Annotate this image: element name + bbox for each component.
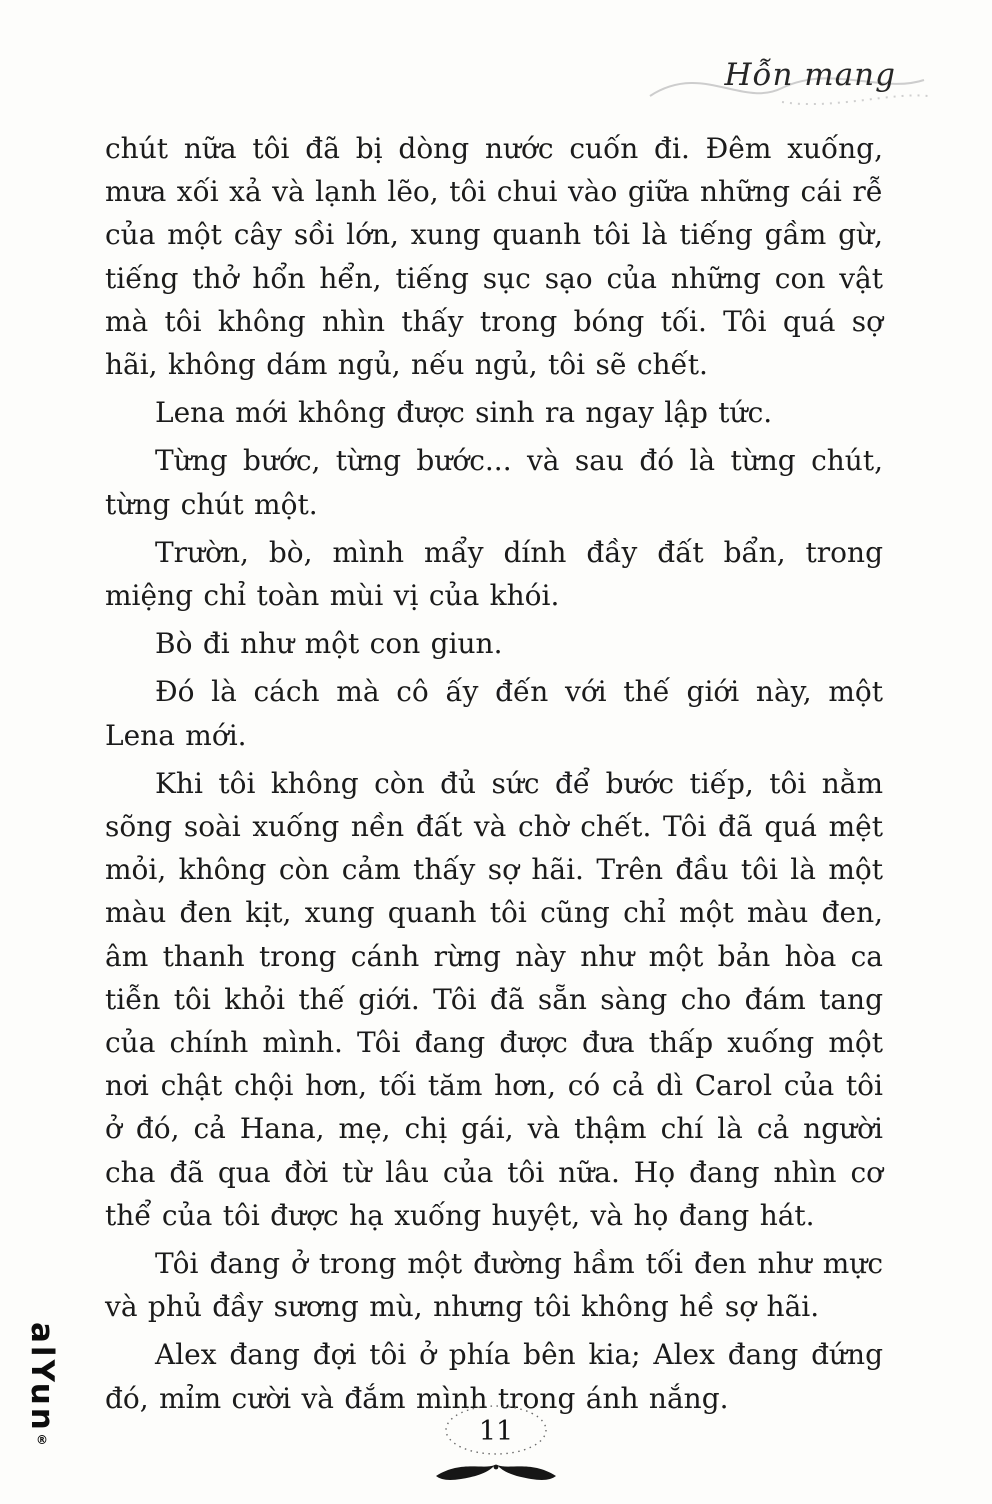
paragraph: chút nữa tôi đã bị dòng nước cuốn đi. Đêm xuống, mưa xối xả và lạnh lẽo, tôi chui vào giữa những cái rễ của một cây sồi lớn, xung quanh tôi là tiếng gầm gừ, tiếng thở hổn hển, tiếng sục sạo của những con vật mà tôi không nhìn thấy trong bóng tối. Tôi quá sợ hãi, không dám ngủ, nếu ngủ, tôi sẽ chết. xyxy=(105,132,883,382)
paragraph: Lena mới không được sinh ra ngay lập tức. xyxy=(155,396,773,430)
paragraph: Alex đang đợi tôi ở phía bên kia; Alex đang đứng đó, mỉm cười và đắm mình trong ánh nắng. xyxy=(105,1338,883,1415)
registered-mark-icon: ® xyxy=(35,1432,49,1447)
paragraph: Bò đi như một con giun. xyxy=(155,627,503,661)
paragraph: Từng bước, từng bước... và sau đó là từng chút, từng chút một. xyxy=(105,444,883,521)
page-number-ornament xyxy=(411,1400,581,1500)
paragraph: Tôi đang ở trong một đường hầm tối đen như mực và phủ đầy sương mù, nhưng tôi không hề sợ hãi. xyxy=(105,1247,883,1324)
running-header: Hỗn mang xyxy=(724,57,896,93)
paragraph: Đó là cách mà cô ấy đến với thế giới này, một Lena mới. xyxy=(105,675,883,752)
publisher-logo xyxy=(24,1322,60,1447)
page-number-block xyxy=(411,1400,581,1500)
paragraph: Khi tôi không còn đủ sức để bước tiếp, tôi nằm sõng soài xuống nền đất và chờ chết. Tôi đã quá mệt mỏi, không còn cảm thấy sợ hãi. Trên đầu tôi là một màu đen kịt, xung quanh tôi cũng chỉ một màu đen, âm thanh trong cánh rừng này như một bản hòa ca tiễn tôi khỏi thế giới. Tôi đã sẵn sàng cho đám tang của chính mình. Tôi đang được đưa thấp xuống một nơi chật chội hơn, tối tăm hơn, có cả dì Carol của tôi ở đó, cả Hana, mẹ, chị gái, và thậm chí là cả người cha đã qua đời từ lâu của tôi nữa. Họ đang nhìn cơ thể của tôi được hạ xuống huyệt, và họ đang hát. xyxy=(105,766,883,1232)
page-footer xyxy=(0,1400,992,1500)
body-text xyxy=(105,127,883,1425)
paragraph: Trườn, bò, mình mẩy dính đầy đất bẩn, trong miệng chỉ toàn mùi vị của khói. xyxy=(105,535,883,613)
page-number: 11 xyxy=(478,1416,514,1447)
publisher-logo-text: alYun xyxy=(24,1322,60,1433)
